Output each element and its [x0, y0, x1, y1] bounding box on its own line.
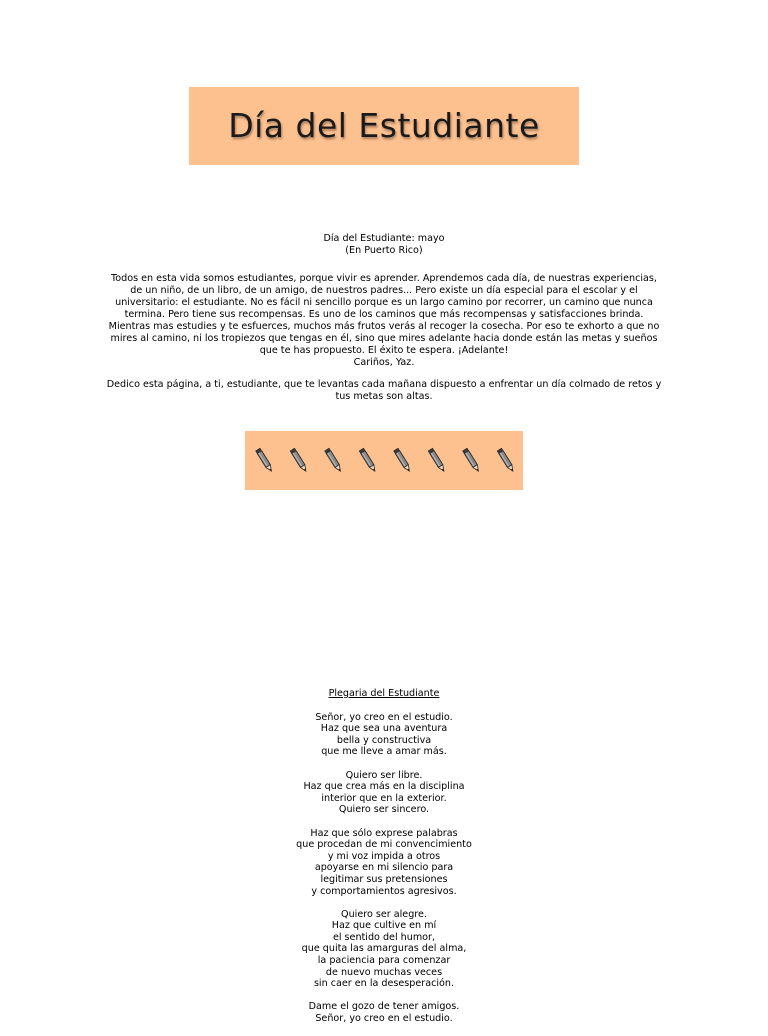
poem-line: legitimar sus pretensiones [320, 873, 448, 885]
heading-date-line: Día del Estudiante: mayo [323, 233, 445, 244]
poem-line: Dame el gozo de tener amigos. [308, 1001, 460, 1013]
pencil-icon [394, 448, 412, 472]
poem-line: Haz que crea más en la disciplina [303, 781, 465, 793]
dedication [100, 379, 668, 403]
dedication-line: Dedico esta página, a ti, estudiante, que te levantas cada mañana dispuesto a enfrentar un día colmado de retos y [106, 379, 662, 390]
pencil-icon [428, 448, 446, 472]
poem-line: de nuevo muchas veces [325, 966, 443, 978]
pencil-divider [245, 431, 523, 490]
poem-line: y comportamientos agresivos. [311, 885, 457, 897]
poem-line: y mi voz impida a otros [327, 850, 441, 862]
poem-line: Quiero ser alegre. [341, 908, 427, 920]
poem-line: el sentido del humor, [332, 931, 436, 943]
poem-line: Haz que cultive en mí [331, 920, 437, 932]
poem-line: Haz que sea una aventura [320, 723, 448, 735]
poem-line: bella y constructiva [336, 734, 432, 746]
poem-stanza [100, 828, 668, 898]
message-line: Mientras mas estudies y te esfuerces, muchos más frutos verás al recoger la cosecha. Por eso te exhorto a que no [108, 321, 660, 332]
poem-line: que procedan de mi convencimiento [296, 839, 472, 851]
poem-line: Quiero ser libre. [345, 769, 423, 781]
poem-line: apoyarse en mi silencio para [314, 862, 454, 874]
message-line: que te has propuesto. El éxito te espera. ¡Adelante! [259, 345, 509, 356]
poem-line: que me lleve a amar más. [321, 746, 447, 758]
pencil-icon [325, 448, 343, 472]
poem [100, 688, 668, 1036]
page-heading [100, 233, 668, 257]
pencil-icon [463, 448, 481, 472]
pencil-icon [256, 448, 274, 472]
message-line: termina. Pero tiene sus recompensas. Es uno de los caminos que más recompensas y satisfacciones brinda. [124, 309, 644, 320]
message-line: mires al camino, ni los tropiezos que tengas en él, sino que mires adelante hacia donde están las metas y sueños [110, 333, 658, 344]
poem-line: Haz que sólo exprese palabras [310, 827, 458, 839]
message-line: universitario: el estudiante. No es fácil ni sencillo porque es un largo camino por recorrer, un camino que nunca [115, 297, 653, 308]
poem-stanza [100, 909, 668, 990]
poem-stanza [100, 1001, 668, 1024]
student-message [100, 273, 668, 369]
pencil-divider-graphic [245, 431, 523, 490]
poem-line: la paciencia para comenzar [317, 955, 451, 967]
banner-title: Día del Estudiante [228, 105, 540, 145]
poem-stanza [100, 712, 668, 758]
message-signature: Cariños, Yaz. [353, 357, 415, 368]
poem-line: Señor, yo creo en el estudio. [315, 1013, 453, 1025]
message-line: de un niño, de un libro, de un amigo, de nuestros padres... Pero existe un día especial para el escolar y el [130, 285, 638, 296]
dedication-line: tus metas son altas. [335, 391, 433, 402]
title-banner [189, 87, 579, 165]
poem-line: que quita las amarguras del alma, [301, 943, 467, 955]
message-line: Todos en esta vida somos estudiantes, porque vivir es aprender. Aprendemos cada día, de nuestras experiencias, [111, 273, 657, 284]
poem-line: Señor, yo creo en el estudio. [315, 711, 453, 723]
poem-line: sin caer en la desesperación. [313, 978, 455, 990]
pencil-icon [290, 448, 308, 472]
heading-location-line: (En Puerto Rico) [345, 245, 423, 256]
poem-line: Quiero ser sincero. [338, 804, 430, 816]
poem-title: Plegaria del Estudiante [328, 688, 440, 699]
poem-line: interior que en la exterior. [321, 792, 447, 804]
pencil-icon [497, 448, 515, 472]
pencil-icon [359, 448, 377, 472]
poem-stanza [100, 770, 668, 816]
